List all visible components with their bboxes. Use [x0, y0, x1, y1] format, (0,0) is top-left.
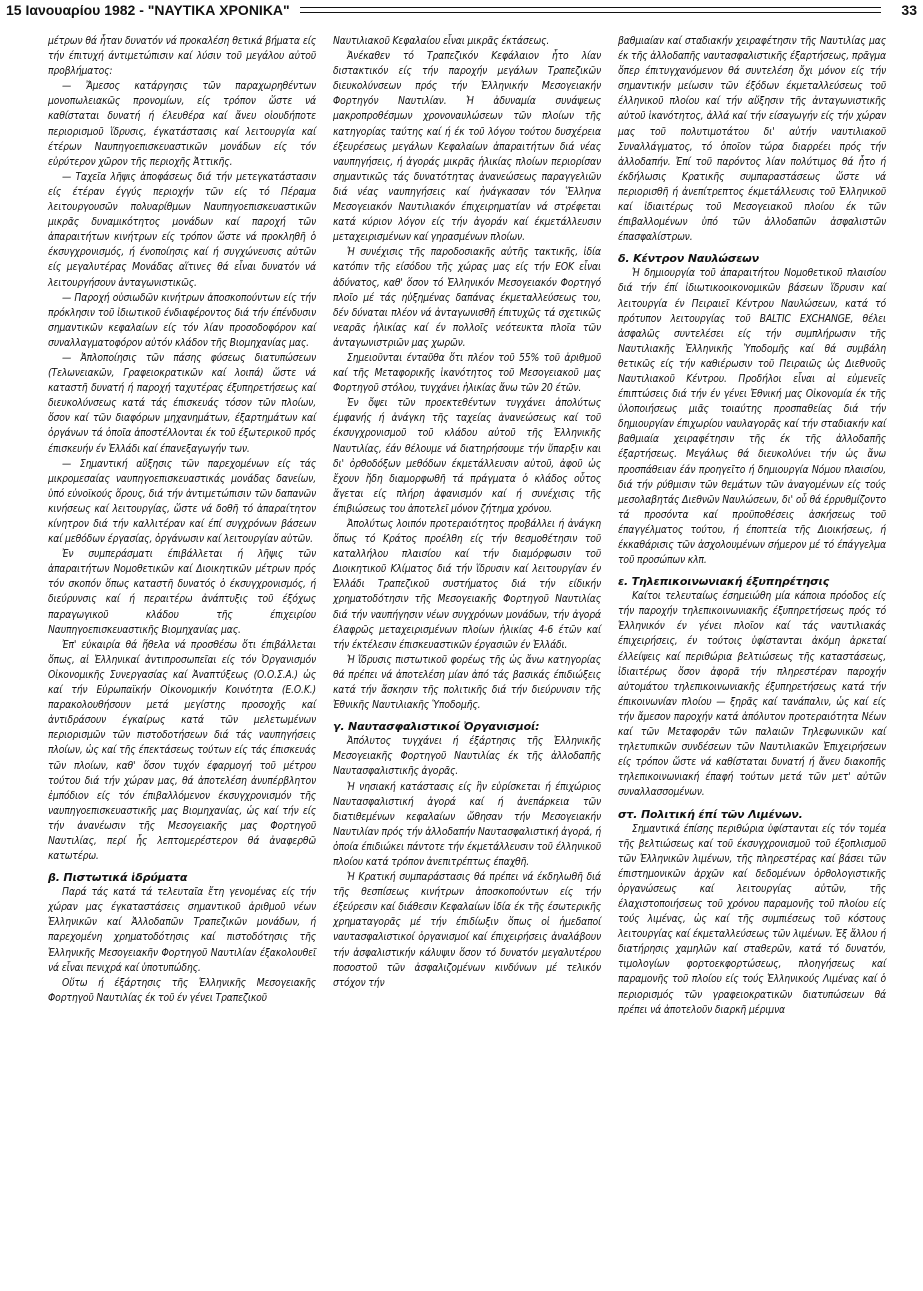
- paragraph: — Ταχεῖα λῆψις ἀποφάσεως διά τήν μετεγκατάστασιν είς έτέραν έγγύς περιοχήν τῶν είς τό Πέραμα λειτουργουσῶν πολυαρίθμων Ναυπηγοεπισκευαστικῶν μικρᾶς δυναμικότητος μονάδων καί παροχή τῶν ἀπαραιτήτων κινήτρων είς τρόπον ὥστε νά προκληθῆ ὁ έκσυγχρονισμός, ή ένοποίησις καί ή συγχώνευσις αὐτῶν είς μεγαλυτέρας Μονάδας αἵτινες θά εἶναι δυνατόν νά λειτουργήσουν ἀνταγωνιστικῶς.: [48, 170, 316, 289]
- paragraph: — Σημαντική αὔξησις τῶν παρεχομένων είς τάς μικρομεσαίας ναυπηγοεπισκευαστικάς μονάδας δανείων, ὑπό εὐνοϊκούς ὅρους, διά τήν ἀντιμετώπισιν τῶν δαπανῶν κινήσεως καί λειτουργίας, ὥστε νά δοθῆ τό ἀπαραίτητον κίνητρον διά τήν καλλιτέραν καί έπί συγχρόνων βάσεων καί μεθόδων έργασίας, ὀργάνωσιν καί λειτουργίαν αὐτῶν.: [48, 457, 316, 546]
- paragraph: Σημαντικά έπίσης περιθώρια ὑφίστανται είς τόν τομέα τῆς βελτιώσεως καί τοῦ έκσυγχρονισμοῦ τοῦ έξοπλισμοῦ τῶν Ἑλληνικῶν λιμένων, τῆς πληρεστέρας καί βάσει τῶν έπιστημονικῶν ἀρχῶν καί δεδομένων ὀρθολογιστικῆς ὀργανώσεως καί λειτουργίας αὐτῶν, τῆς έλαχιστοποιήσεως τοῦ χρόνου παραμονῆς τοῦ πλοίου είς τούς λιμένας, ὡς καί τῆς συμπιέσεως τοῦ κόστους λειτουργίας καί έκμεταλλεύσεως τῶν λιμένων. Ἐξ ἄλλου ή διατήρησις χαμηλῶν καί σταθερῶν, κατά τό δυνατόν, τιμολογίων φορτοεκφορτώσεως, πλοηγήσεως καί παραμονῆς τοῦ πλοίου είς τούς Ἑλληνικούς Λιμένας καί ὁ περιορισμός τῶν γραφειοκρατικῶν διατυπώσεων θά πρέπει νά ἀποτελοῦν διαρκῆ μέριμνα: [618, 822, 886, 1016]
- paragraph: Ἀνέκαθεν τό Τραπεζικόν Κεφάλαιον ἦτο λίαν διστακτικόν είς τήν παροχήν μεγάλων Τραπεζικῶν διευκολύνσεων πρός τήν Ἑλληνικήν Μεσογειακήν Φορτηγόν Ναυτιλίαν. Ἡ ἀδυναμία συνάψεως μακροπροθέσμων χρονοναυλώσεων τῶν πλοίων τῆς κατηγορίας ταύτης καί ή έκ τοῦ λόγου τούτου δυσχέρεια έξευρέσεως μεγάλων Κεφαλαίων ἀπαραιτήτων διά νέας ναυπηγήσεις, ή ἀγοράς μικρᾶς ἡλικίας πλοίων περιορίσαν σημαντικῶς τάς δυνατότητας ἀνανεώσεως παραγγελιῶν διά νέας ναυπηγήσεις καί ἠνάγκασαν τόν Ἕλληνα Μεσογειακόν Ναυτιλιακόν έπιχειρηματίαν νά στρέφεται κατά κύριον λόγον είς τήν ἀγοράν καί έκμετάλλευσιν μεταχειρισμένων καί γηρασμένων πλοίων.: [333, 50, 601, 244]
- article-column-2: [333, 34, 601, 991]
- paragraph: Καίτοι τελευταίως έσημειώθη μία κάποια πρόοδος είς τήν παροχήν τηλεπικοινωνιακῆς έξυπηρετήσεως πρός τό Ἑλληνικόν έν γένει πλοῖον καί τάς ναυτιλιακάς έπιχειρήσεις, έν τούτοις ὑφίστανται ἀκόμη ἀρκεταί έλλείψεις καί περιθώρια βελτιώσεως τῆς καταστάσεως, ἰδιαιτέρως ὅσον ἀφορᾶ τήν πληρεστέραν παροχήν αὐτομάτου τηλεπικοινωνιακῆς έξυπηρετήσεως κατά τήν έπικοινωνίαν πλοίου — ξηρᾶς καί τανάπαλιν, ὡς καί είς τήν ἄμεσον παροχήν κατά ἀπόλυτον προτεραιότητα Νέων καί τῶν Μεταφορᾶν τῶν παλαιῶν Τηλεφωνικῶν καί τηλετυπικῶν συνδέσεων τῶν Ναυτιλιακῶν Ἐπιχειρήσεων είς τρόπον ὥστε νά καθίσταται δυνατή ή ἄνευ διακοπῆς τηλεπικοινωνιακή έπαφή τούτων μετά τῶν μετ' αὐτῶν συναλλασσομένων.: [618, 590, 886, 799]
- header-date-title: 15 Ιανουαρίου 1982 - "ΝΑΥΤΙΚΑ ΧΡΟΝΙΚΑ": [6, 2, 290, 18]
- paragraph: Οὕτω ή έξάρτησις τῆς Ἑλληνικῆς Μεσογειακῆς Φορτηγοῦ Ναυτιλίας έκ τοῦ έν γένει Τραπεζικοῦ: [48, 976, 316, 1004]
- article-column-1: [48, 34, 316, 1006]
- paragraph: Ἡ συνέχισις τῆς παροδοσιακῆς αὐτῆς τακτικῆς, ἰδία κατόπιν τῆς είσόδου τῆς χώρας μας είς τήν ΕΟΚ εἶναι ἀδύνατος, καθ' ὅσον τό Ἑλληνικόν Μεσογειακόν Φορτηγό πλοῖο μέ τάς ηὐξημένας δαπάνας έκμεταλλεύσεως του, δέν δύναται πλέον νά ἀνταγωνισθῆ έπιτυχῶς τά σχετικῶς νεαρᾶς ἡλικίας καί έν πολλοῖς νεότευκτα πλοῖα τῶν ἀνταγωνιστριῶν μας χωρῶν.: [333, 246, 601, 349]
- article-column-3: [618, 34, 886, 1018]
- paragraph: Ἐν συμπεράσματι έπιβάλλεται ή λῆψις τῶν ἀπαραιτήτων Νομοθετικῶν καί Διοικητικῶν μέτρων πρός τόν σκοπόν ὅπως καταστῆ δυνατός ὁ έκσυγχρονισμός, ή διεύρυνσις καί ή περαιτέρω ἀνάπτυξις τοῦ έξόχως παραγωγικοῦ κλάδου τῆς έπιχειρίου Ναυπηγοεπισκευαστικῆς Βιομηχανίας μας.: [48, 548, 316, 636]
- paragraph: Ἡ δημιουργία τοῦ ἀπαραιτήτου Νομοθετικοῦ πλαισίου διά τήν έπί ἰδιωτικοοικονομικῶν βάσεων ἵδρυσιν καί λειτουργία έν Πειραιεῖ Κέντρου Ναυλώσεων, κατά τό πρότυπον λειτουργίας τοῦ BALTIC EXCHANGE, θέλει ἀσφαλῶς συντελέσει είς τήν συμπλήρωσιν τῆς Ναυτιλιακῆς Ἑλληνικῆς Ὑποδομῆς καί θά συμβάλη θετικῶς είς τήν καθιέρωσιν τοῦ Πειραιῶς ὡς Διεθνοῦς Ναυτιλιακοῦ Κέντρου. Προδήλοι εἶναι αἱ εὐμενεῖς έπιπτώσεις διά τήν έν γένει Ἐθνική μας Οἰκονομία έκ τῆς ὑλοποιήσεως μιᾶς τοιαύτης προσπαθείας διά τήν δημιουργίαν έπιχωρίου ναυλαγορᾶς καί τήν σταδιακήν καί βαθμιαία χειραφέτησιν τῆς έκ τῆς ἀλλοδαπῆς έξαρτήσεως. Μεγάλως θά διευκολύνει τήν ὡς ἄνω προσπάθειαν έάν προηγεῖτο ή δημιουργία Νόμου πλαισίου, διά τήν ρύθμισιν τῶν θεμάτων τῶν ἀναγομένων είς τούς μεσολαβητάς Διεθνῶν Ναυλώσεων, δι' οὗ θά έρρυθμίζοντο τά προσόντα καί προϋποθέσεις ἀσκήσεως τοῦ έπαγγέλματος τούτου, ή έποπτεία τῆς Διοικήσεως, ή έκκαθάρισις τῶν ἀσχολουμένων σήμερον μέ τό έπάγγελμα τοῦ προσώπων κλπ.: [618, 267, 886, 567]
- section-heading: β. Πιστωτικά ἱδρύματα: [48, 871, 188, 885]
- paragraph: Ναυτιλιακοῦ Κεφαλαίου εἶναι μικρᾶς έκτάσεως.: [333, 35, 550, 47]
- paragraph: Ἐπ' εὐκαιρία θά ἤθελα νά προσθέσω ὅτι έπιβάλλεται ὅπως, αἱ Ἑλληνικαί ἀντιπροσωπεῖαι είς τόν Ὀργανισμόν Οἰκονομικῆς Συνεργασίας καί Ἀναπτύξεως (Ο.Ο.Σ.Α.) ὡς καί τήν Εὐρωπαϊκήν Οἰκονομικήν Κοινότητα (Ε.Ο.Κ.) παρακολουθήσουν μετά μεγίστης προσοχῆς καί ἀντιδράσουν έγκαίρως κατά τῶν μελετωμένων περιορισμῶν τῶν πιστοδοτήσεων διά τάς ναυπηγήσεις πλοίων, ὡς καί τῆς έπεκτάσεως τούτων είς τάς έπισκευάς τῶν πλοίων, καθ' ὅσον τυχόν έφαρμογή τοῦ μέτρου τούτου διά τήν χώραν μας, θά ἀποτελέση ἀνυπέρβλητον ἐμπόδιον είς τόν έπιβαλλόμενον έκσυγχρονισμόν τῆς ναυπηγοεπισκευαστικῆς μας Βιομηχανίας, ὡς καί τήν είς τήν ἀνανέωσιν τῆς Μεσογειακῆς μας Φορτηγοῦ Ναυτιλίας, περί ἧς λεπτομερέστερον θά ἀναφερθῶ κατωτέρω.: [48, 638, 316, 863]
- section-heading: ε. Τηλεπικοινωνιακή έξυπηρέτησις: [618, 575, 830, 589]
- paragraph: — Παροχή οὐσιωδῶν κινήτρων ἀποσκοπούντων είς τήν πρόκλησιν τοῦ ἰδιωτικοῦ ένδιαφέροντος διά τήν έπένδυσιν σημαντικῶν κεφαλαίων είς τόν λίαν προσοδοφόρον καί συναλλαγματοφόρον αὐτόν κλάδον τῆς Βιομηχανίας μας.: [48, 291, 316, 349]
- paragraph: Ἐν ὄψει τῶν προεκτεθέντων τυγχάνει ἀπολύτως έμφανής ή ἀνάγκη τῆς ταχείας ἀνανεώσεως καί τοῦ έκσυγχρονισμοῦ τοῦ κλάδου αὐτοῦ τῆς Ἑλληνικῆς Ναυτιλίας, έάν θέλουμε νά διατηρήσουμε τήν ὕπαρξιν και δι' ὀρθοδόξων μεθόδων έκμετάλλευσιν αὐτοῦ, ἀφοῦ ὡς ἔχουν ἤδη διαμορφωθῆ τά πράγματα ὁ κλάδος οὗτος ἄγεται είς πλήρη ἀφανισμόν καί ή συνέχισις τῆς έπιβιώσεως του ἀποτελεῖ μόνον ζήτημα χρόνου.: [333, 397, 601, 515]
- paragraph: Ἀπολύτως λοιπόν προτεραιότητος προβάλλει ή ἀνάγκη ὅπως τό Κράτος προέλθη είς τήν θεσμοθέτησιν τοῦ καταλλήλου πλαισίου καί τήν διαμόρφωσιν τοῦ Διοικητικοῦ Κλίματος διά τήν ἵδρυσιν καί λειτουργίαν έν Ἑλλάδι Τραπεζικοῦ συστήματος διά τήν είδικήν χρηματοδότησιν τῆς Μεσογειακῆς Φορτηγοῦ Ναυτιλίας διά τήν ναυπήγησιν νέων συγχρόνων μονάδων, τήν ἀγορά έλαφρῶς μεταχειρισμένων πλοίων ἡλικίας 4-6 έτῶν καί τήν έκτέλεσιν έπισκευαστικῶν έργασιῶν έν Ἑλλάδι.: [333, 518, 601, 651]
- paragraph: μέτρων θά ἦταν δυνατόν νά προκαλέση θετικά βήματα είς τήν έπιτυχή άντιμετώπισιν καί λύσιν τοῦ μεγάλου αὐτοῦ προβλήματος:: [48, 35, 316, 78]
- page-number: 33: [901, 2, 917, 18]
- paragraph: Ἀπόλυτος τυγχάνει ή έξάρτησις τῆς Ἑλληνικῆς Μεσογειακῆς Φορτηγοῦ Ναυτιλίας έκ τῆς ἀλλοδαπῆς Ναυτασφαλιστικῆς ἀγορᾶς.: [333, 735, 601, 778]
- paragraph: Ἡ νησιακή κατάστασις είς ἣν εὑρίσκεται ή έπιχώριος Ναυτασφαλιστική ἀγορά καί ή ἀνεπάρκεια τῶν διατιθεμένων κεφαλαίων ὤθησαν τήν Μεσογειακήν Ναυτιλίαν πρός τήν ἀλλοδαπήν Ναυτασφαλιστική ἀγορά, ή ὁποία έπιδιώκει πάντοτε τήν έκμετάλλευσιν τοῦ έλληνικοῦ πλοίου κατά τρόπον ἀνεπιτρέπτως έπαχθῆ.: [333, 780, 601, 868]
- page-header: [0, 2, 923, 20]
- paragraph: — Ἀπλοποίησις τῶν πάσης φύσεως διατυπώσεων (Τελωνειακῶν, Γραφειοκρατικῶν καί λοιπά) ὥστε νά καταστῆ δυνατή ή παροχή ταχυτέρας έξυπηρετήσεως καί διευκολύνσεως κατά τάς έπισκευάς τόσον τῶν πλοίων, ὅσον καί τῶν διαφόρων μηχανημάτων, έξαρτημάτων καί ὀργάνων τά ὁποῖα ἀποστέλλονται έκ τοῦ έξωτερικοῦ πρός έπισκευήν έν Ἑλλάδι καί έπανεξαγωγήν των.: [48, 351, 316, 455]
- paragraph: — Ἄμεσος κατάργησις τῶν παραχωρηθέντων μονοπωλειακῶς προνομίων, είς τρόπον ὥστε νά καθίσταται δυνατή ή έλευθέρα καί ἄνευ οἱουδήποτε περιορισμοῦ ἵδρυσις, έγκατάστασις καί λειτουργία καί έτέρων Ναυπηγοεπισκευαστικῶν μονάδων είς τόν εὐρύτερον χῶρον τῆς περιοχῆς Ἀττικῆς.: [48, 80, 316, 168]
- paragraph: Παρά τάς κατά τά τελευταῖα ἔτη γενομένας είς τήν χώραν μας έγκαταστάσεις σημαντικοῦ ἀριθμοῦ νέων Ἑλληνικῶν καί Ἀλλοδαπῶν Τραπεζικῶν μονάδων, ή παρεχομένη χρηματοδότησις καί πιστοδότησις τῆς Ἑλληνικῆς Μεσογειακῆν Φορτηγοῦ Ναυτιλίαν έξακολουθεῖ νά εἶναι πενιχρά καί ὑποτυπώδης.: [48, 886, 316, 974]
- paragraph: Ἡ Κρατική συμπαράστασις θά πρέπει νά έκδηλωθῆ διά τῆς θεσπίσεως κινήτρων ἀποσκοπούντων είς τήν έξεύρεσιν καί διάθεσιν Κεφαλαίων ἰδία έκ τῆς έσωτερικῆς χρηματαγορᾶς μέ τήν έπιδίωξιν ὅπως οἱ ἡμεδαποί ναυτασφαλιστικοί ὀργανισμοί καί έπιχειρήσεις ἀναλάβουν τήν ἀσφαλιστικήν κάλυψιν ὅσον τό δυνατόν μεγαλυτέρου ποσοστοῦ τῶν ἀσφαλιζομένων κινδύνων μέ τελικόν στόχον τήν: [333, 871, 601, 989]
- paragraph: Σημειοῦνται ένταῦθα ὅτι πλέον τοῦ 55% τοῦ ἀριθμοῦ καί τῆς Μεταφορικῆς ἱκανότητος τοῦ Μεσογειακοῦ μας Φορτηγοῦ στόλου, τυγχάνει ἡλικίας ἄνω τῶν 20 έτῶν.: [333, 351, 601, 395]
- paragraph: Ἡ ἵδρυσις πιστωτικοῦ φορέως τῆς ὡς ἄνω κατηγορίας θά πρέπει νά ἀποτελέση μίαν ἀπό τάς βασικάς έπιδιώξεις κατά τήν ἄσκησιν τῆς πολιτικῆς διά τήν διεύρυνσιν τῆς Ἐθνικῆς Ναυτιλιακῆς Ὑποδομῆς.: [333, 653, 601, 712]
- section-heading: δ. Κέντρον Ναυλώσεων: [618, 252, 759, 266]
- paragraph: βαθμιαίαν καί σταδιακήν χειραφέτησιν τῆς Ναυτιλίας μας έκ τῆς ἀλλοδαπῆς ναυτασφαλιστικῆς έξαρτήσεως, πρᾶγμα ὅπερ έπιτυγχανόμενον θά συντελέση ὄχι μόνον είς τήν σημαντικήν μείωσιν τῶν έξόδων έκμεταλλεύσεως τοῦ έλληνικοῦ πλοίου καί τήν αὔξησιν τῆς ἀνταγωνιστικῆς αὐτοῦ ἱκανότητος, ἀλλά καί τήν είσαγωγήν είς τήν χώραν μας τοῦ πολυτιμοτάτου δι' αὐτήν ναυτιλιακοῦ Συναλλάγματος, τό ὁποῖον τώρα διαρρέει πρός τήν ἀλλοδαπήν. Ἐπί τοῦ παρόντος λίαν πολύτιμος θά ἦτο ή έκδήλωσις Κρατικῆς συμπαραστάσεως ὥστε νά περιορισθῆ ή ἀνεπίτρεπτος έκμετάλλευσις τοῦ Ἑλληνικοῦ καί ἰδιαιτέρως τοῦ Μεσογειακοῦ πλοίου έκ τῶν έπιβαλλομένων ὑπό τῶν ἀλλοδαπῶν ἀσφαλιστῶν έπασφαλίστρων.: [618, 35, 886, 244]
- section-heading: γ. Ναυτασφαλιστικοί Ὀργανισμοί:: [333, 720, 540, 734]
- section-heading: στ. Πολιτική έπί τῶν Λιμένων.: [618, 807, 803, 821]
- header-rule: [300, 7, 881, 13]
